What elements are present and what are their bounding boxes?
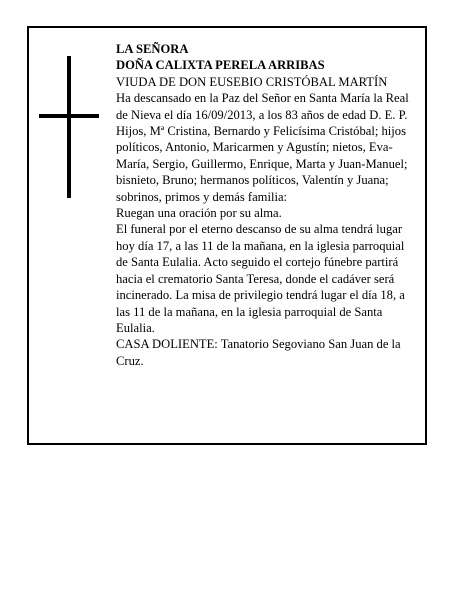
death-announcement: Ha descansado en la Paz del Señor en Santa María la Real de Nieva el día 16/09/2013, a los 83 años de edad D. E. P. (116, 91, 409, 122)
deceased-name: DOÑA CALIXTA PERELA ARRIBAS (116, 58, 325, 73)
family-list: Hijos, Mª Cristina, Bernardo y Felicísima Cristóbal; hijos políticos, Antonio, Maricarmen y Agustín; nietos, Eva-María, Sergio, Guillermo, Enrique, Marta y Juan-Manuel; bisnieto, Bruno; hermanos políticos, Valentín y Juana; sobrinos, primos y demás familia: (116, 124, 408, 204)
prayer-request: Ruegan una oración por su alma. (116, 206, 282, 221)
cross-icon (39, 56, 99, 198)
notice-header: LA SEÑORA (116, 42, 189, 56)
widow-line: VIUDA DE DON EUSEBIO CRISTÓBAL MARTÍN (116, 74, 388, 89)
cross-vertical-bar (67, 56, 71, 198)
obituary-notice (27, 26, 427, 445)
mourning-house: CASA DOLIENTE: Tanatorio Segoviano San Juan de la Cruz. (116, 337, 401, 368)
notice-text (116, 41, 418, 369)
funeral-info: El funeral por el eterno descanso de su alma tendrá lugar hoy día 17, a las 11 de la mañana, en la iglesia parroquial de Santa Eulalia. Acto seguido el cortejo fúnebre partirá hacia el crematorio Santa Teresa, donde el cadáver será incinerado. La misa de privilegio tendrá lugar el día 18, a las 11 de la mañana, en la iglesia parroquial de Santa Eulalia. (116, 222, 405, 335)
cross-horizontal-bar (39, 114, 99, 118)
